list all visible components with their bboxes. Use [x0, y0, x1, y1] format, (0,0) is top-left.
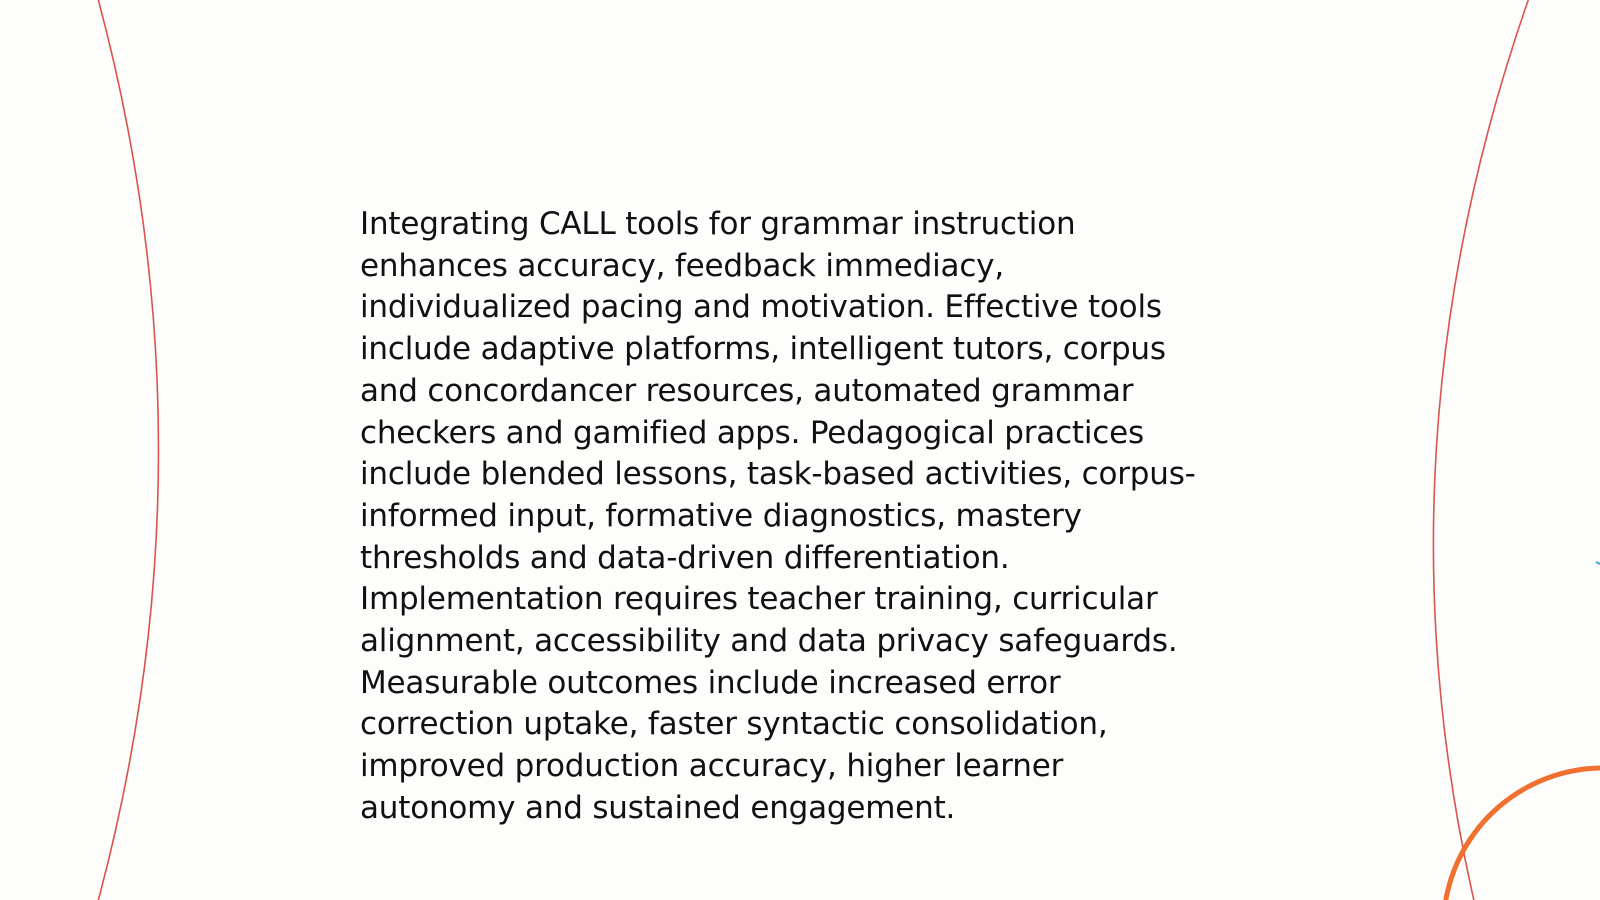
- body-line: include adaptive platforms, intelligent tutors, corpus: [360, 331, 1166, 368]
- body-text: [360, 204, 1260, 830]
- body-line: Measurable outcomes include increased error: [360, 664, 1061, 701]
- body-line: autonomy and sustained engagement.: [360, 789, 956, 826]
- orange-circle-decoration: [1445, 768, 1600, 900]
- body-line: improved production accuracy, higher learner: [360, 748, 1064, 785]
- body-line: include blended lessons, task-based activities, corpus-: [360, 456, 1196, 493]
- body-line: thresholds and data-driven differentiation.: [360, 539, 1010, 576]
- body-line: correction uptake, faster syntactic consolidation,: [360, 706, 1108, 743]
- body-line: Implementation requires teacher training, curricular: [360, 581, 1158, 618]
- left-arc-decoration: [97, 0, 159, 900]
- body-line: alignment, accessibility and data privacy safeguards.: [360, 623, 1178, 660]
- body-line: informed input, formative diagnostics, mastery: [360, 497, 1082, 534]
- body-line: enhances accuracy, feedback immediacy,: [360, 247, 1004, 284]
- body-line: and concordancer resources, automated grammar: [360, 372, 1134, 409]
- body-line: Integrating CALL tools for grammar instruction: [360, 206, 1076, 242]
- body-line: individualized pacing and motivation. Effective tools: [360, 289, 1162, 326]
- right-arc-decoration: [1433, 0, 1530, 900]
- blue-tick-decoration: [1596, 562, 1600, 564]
- body-line: checkers and gamified apps. Pedagogical practices: [360, 414, 1144, 451]
